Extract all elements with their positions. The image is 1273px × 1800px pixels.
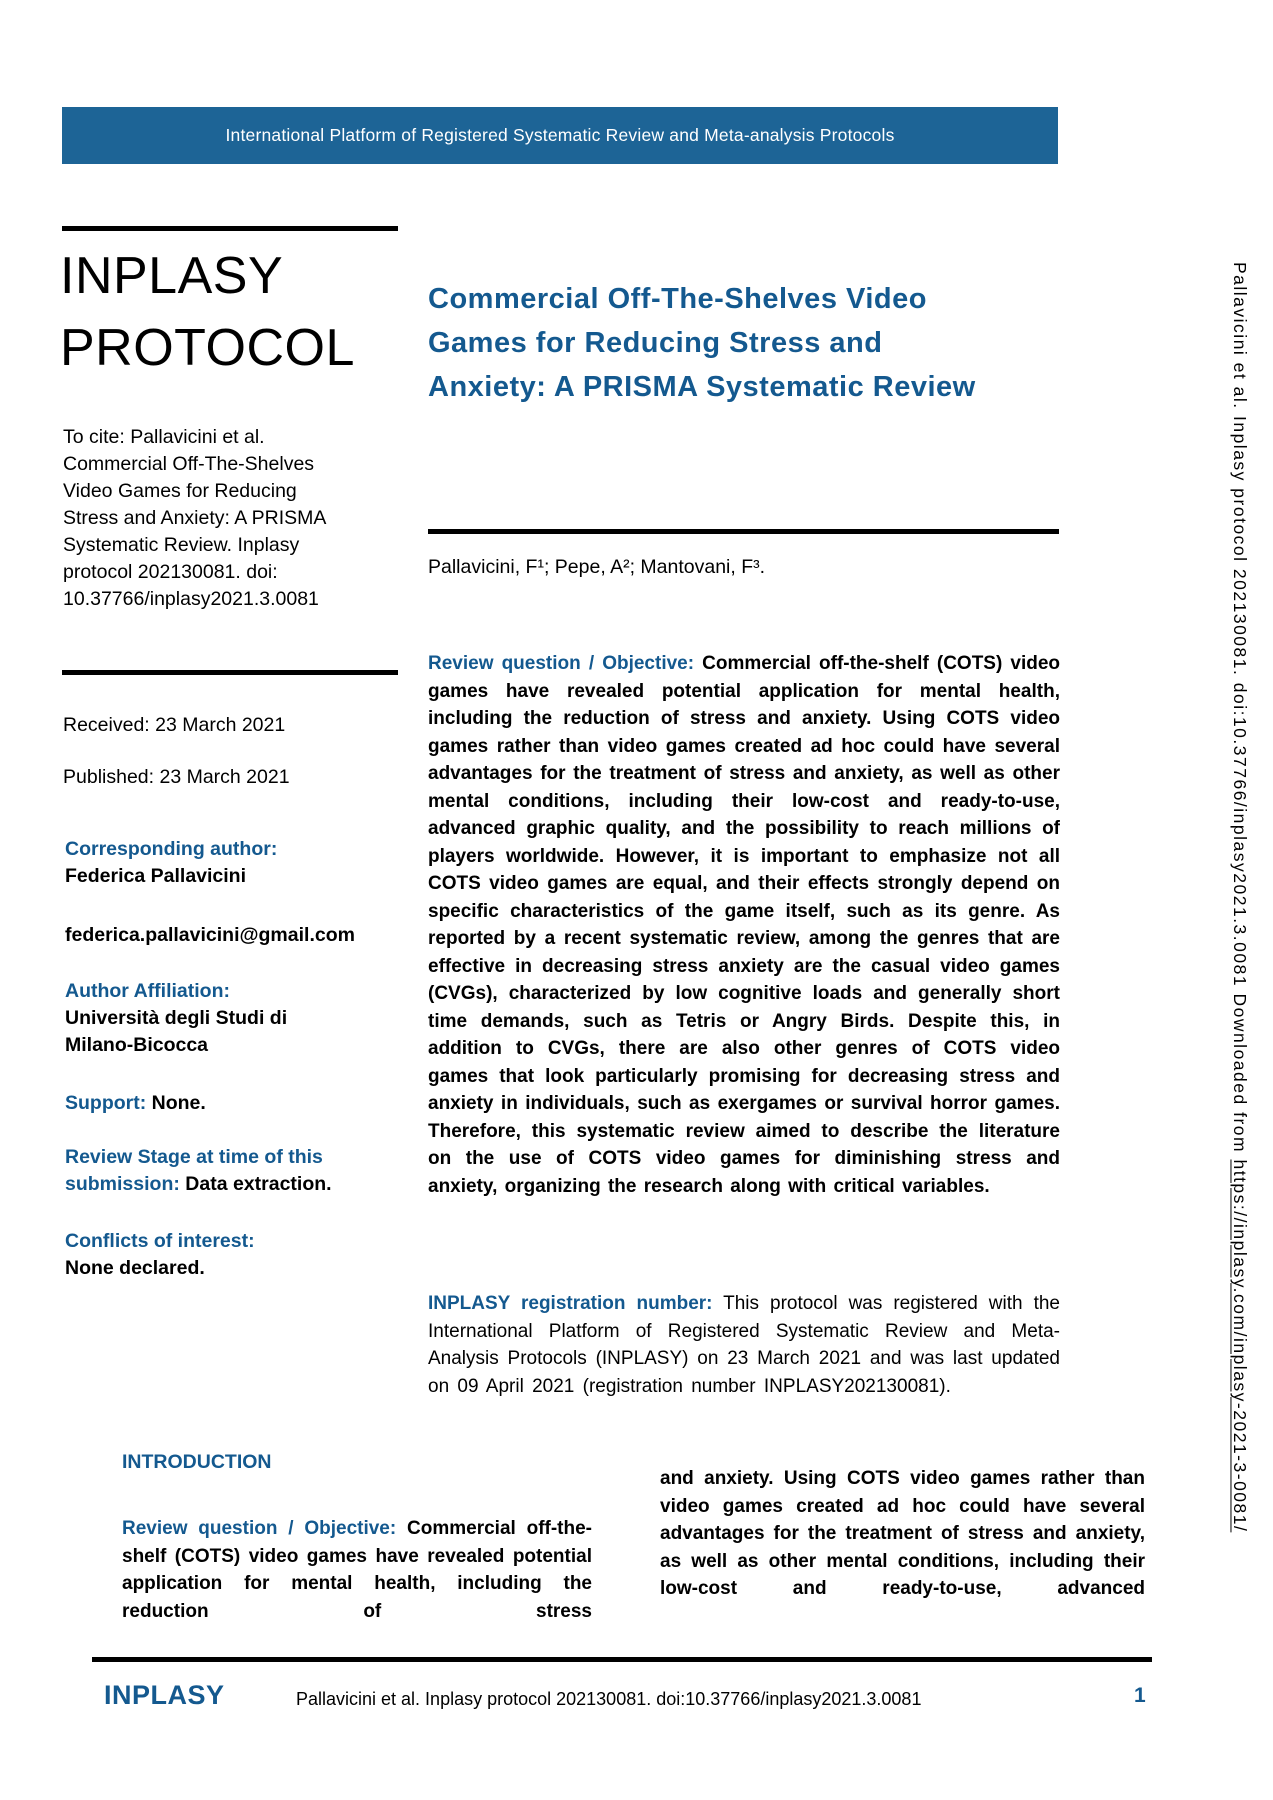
conflicts-block	[65, 1228, 355, 1282]
footer-citation: Pallavicini et al. Inplasy protocol 202130081. doi:10.37766/inplasy2021.3.0081	[296, 1689, 922, 1709]
article-title-line3: Anxiety: A PRISMA Systematic Review	[428, 371, 976, 403]
corresponding-author-name: Federica Pallavicini	[65, 865, 247, 887]
introduction-objective-label: Review question / Objective:	[122, 1518, 397, 1539]
sidebar-download-link[interactable]: https://inplasy.com/inplasy-2021-3-0081/	[1230, 1159, 1250, 1533]
sidebar-citation	[1216, 262, 1250, 1692]
article-title-line1: Commercial Off-The-Shelves Video	[428, 283, 927, 315]
footer-page-number: 1	[1134, 1684, 1146, 1707]
affiliation-value: Università degli Studi di Milano-Bicocca	[65, 1007, 288, 1056]
registration-body: This protocol was registered with the International Platform of Registered Systematic Review and Meta-Analysis Protocols (INPLASY) on 23 March 2021 and was last updated on 09 April 2021 (registration number INPLASY202130081).	[428, 1293, 1060, 1397]
footer-brand: INPLASY	[104, 1680, 225, 1710]
masthead	[60, 240, 355, 384]
objective-label: Review question / Objective:	[428, 653, 695, 674]
masthead-line2: PROTOCOL	[60, 319, 355, 377]
article-title	[428, 277, 1068, 409]
affiliation-block	[65, 978, 355, 1059]
corresponding-author-block	[65, 836, 355, 890]
objective-body: Commercial off-the-shelf (COTS) video games have revealed potential application for mental health, including the reduction of stress and anxiety. Using COTS video games rather than video games created ad hoc could have several advantages for the treatment of stress and anxiety, as well as other mental conditions, including their low-cost and ready-to-use, advanced graphic quality, and the possibility to reach millions of players worldwide. However, it is important to emphasize not all COTS video games are equal, and their effects strongly depend on specific characteristics of the game itself, such as its genre. As reported by a recent systematic review, among the genres that are effective in decreasing stress anxiety are the casual video games (CVGs), characterized by low cognitive loads and generally short time demands, such as Tetris or Angry Birds. Despite this, in addition to CVGs, there are also other genres of COTS video games that look particularly promising for decreasing stress and anxiety in individuals, such as exergames or survival horror games. Therefore, this systematic review aimed to describe the literature on the use of COTS video games for diminishing stress and anxiety, organizing the research along with critical variables.	[428, 653, 1061, 1197]
introduction-column-1-text: Commercial off-the-shelf (COTS) video games have revealed potential application for mental health, including the reduction of stress	[122, 1518, 593, 1622]
divider-rule-left-mid	[62, 670, 398, 675]
corresponding-author-email: federica.pallavicini@gmail.com	[65, 924, 355, 946]
divider-rule-footer	[92, 1657, 1152, 1662]
received-date: Received: 23 March 2021	[63, 714, 286, 736]
review-stage-block	[65, 1144, 355, 1198]
sidebar-citation-text: Pallavicini et al. Inplasy protocol 202130081. doi:10.37766/inplasy2021.3.0081 Downloaded from	[1230, 262, 1250, 1160]
affiliation-label: Author Affiliation:	[65, 980, 230, 1002]
citation-block: To cite: Pallavicini et al. Commercial Off-The-Shelves Video Games for Reducing Stress and Anxiety: A PRISMA Systematic Review. Inplasy protocol 202130081. doi: 10.37766/inplasy2021.3.0081	[63, 426, 326, 610]
divider-rule-right	[428, 529, 1059, 534]
review-stage-label: Review Stage at time of this submission:	[65, 1146, 323, 1195]
platform-banner	[62, 107, 1058, 164]
registration-paragraph	[428, 1290, 1060, 1400]
registration-label: INPLASY registration number:	[428, 1293, 713, 1314]
authors-line: Pallavicini, F¹; Pepe, A²; Mantovani, F³.	[428, 556, 766, 578]
published-date: Published: 23 March 2021	[63, 766, 290, 788]
support-block	[65, 1090, 355, 1117]
introduction-heading: INTRODUCTION	[122, 1451, 272, 1473]
support-label: Support:	[65, 1092, 147, 1114]
objective-paragraph	[428, 650, 1060, 1200]
article-title-line2: Games for Reducing Stress and	[428, 327, 883, 359]
conflicts-value: None declared.	[65, 1257, 205, 1279]
support-value: None.	[151, 1092, 206, 1114]
corresponding-author-label: Corresponding author:	[65, 838, 278, 860]
divider-rule-left-top	[62, 226, 398, 231]
platform-banner-text: International Platform of Registered Systematic Review and Meta-analysis Protocols	[225, 125, 895, 145]
review-stage-value: Data extraction.	[185, 1173, 332, 1195]
conflicts-label: Conflicts of interest:	[65, 1230, 255, 1252]
introduction-column-2: and anxiety. Using COTS video games rather than video games created ad hoc could have several advantages for the treatment of stress and anxiety, as well as other mental conditions, including their low-cost and ready-to-use, advanced	[660, 1468, 1145, 1599]
masthead-line1: INPLASY	[60, 247, 284, 305]
introduction-column-1	[122, 1515, 592, 1625]
